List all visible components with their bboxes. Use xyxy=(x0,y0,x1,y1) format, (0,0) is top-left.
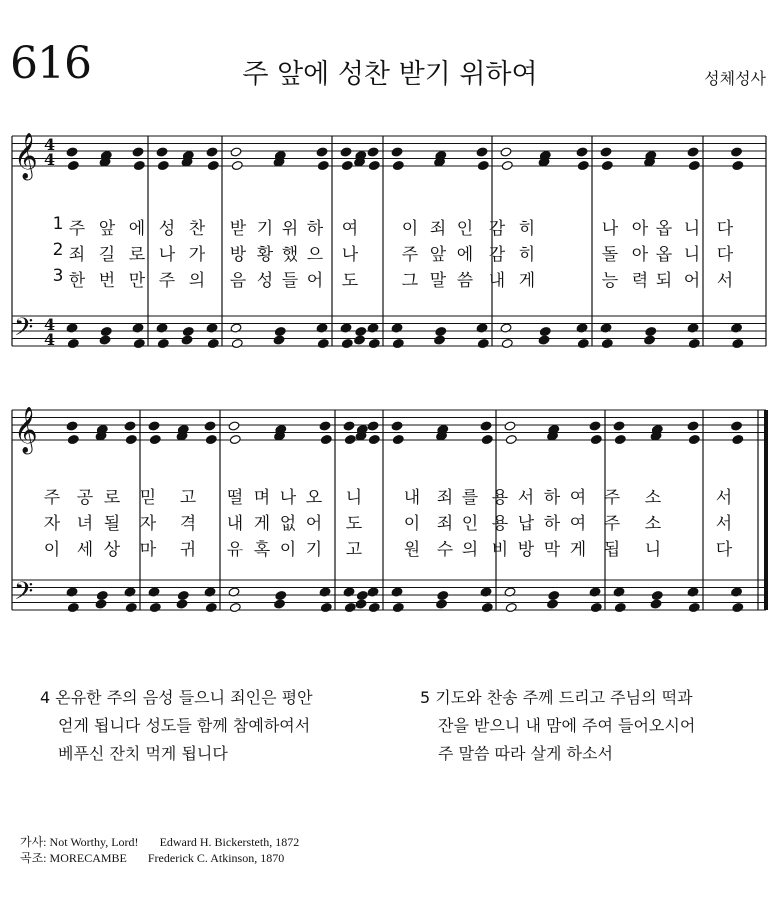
time-signature-top: 4 xyxy=(44,315,56,334)
lyric-syllable: 죄 xyxy=(429,219,447,239)
lyric-syllable: 다 xyxy=(715,540,733,560)
notehead xyxy=(505,434,517,444)
notehead xyxy=(320,602,332,612)
notehead xyxy=(149,434,161,444)
notehead xyxy=(230,147,242,157)
notehead xyxy=(392,338,404,348)
notehead xyxy=(231,160,243,170)
lyric-syllable: 앞 xyxy=(98,219,116,239)
lyric-syllable: 나 xyxy=(601,219,619,239)
verse-5-line-1: 5 기도와 찬송 주께 드리고 주님의 떡과 xyxy=(420,688,693,707)
notehead xyxy=(392,160,404,170)
notehead xyxy=(601,338,613,348)
lyric-syllable: 력 xyxy=(631,271,649,291)
bass-clef: 𝄢 xyxy=(14,577,34,612)
lyric-syllable: 의 xyxy=(188,271,206,291)
notehead xyxy=(317,160,329,170)
lyric-syllable: 서 xyxy=(715,488,733,508)
lyric-syllable: 도 xyxy=(341,271,359,291)
lyric-syllable: 게 xyxy=(253,514,271,534)
notehead xyxy=(590,602,602,612)
lyric-syllable: 에 xyxy=(456,245,474,265)
lyric-syllable: 될 xyxy=(103,514,121,534)
hymn-title: 주 앞에 성찬 받기 위하여 xyxy=(242,59,538,90)
time-signature-bottom: 4 xyxy=(44,330,56,349)
notehead xyxy=(320,434,332,444)
lyric-syllable: 상 xyxy=(103,540,121,560)
notehead xyxy=(274,326,286,336)
notehead xyxy=(613,587,625,597)
notehead xyxy=(501,338,513,348)
lyric-syllable: 그 xyxy=(401,271,419,291)
lyric-syllable: 능 xyxy=(601,271,619,291)
lyric-syllable: 주 xyxy=(43,488,61,508)
notehead xyxy=(204,587,216,597)
notehead xyxy=(731,323,743,333)
notehead xyxy=(436,599,448,609)
lyric-syllable: 내 xyxy=(403,488,421,508)
notehead xyxy=(367,421,379,431)
tune-name: MORECAMBE xyxy=(49,851,127,865)
lyric-syllable: 기 xyxy=(256,219,274,239)
lyric-syllable: 오 xyxy=(305,488,323,508)
notehead xyxy=(501,160,513,170)
verse-4 xyxy=(40,684,313,768)
lyric-syllable: 감 xyxy=(488,219,506,239)
notehead xyxy=(476,323,488,333)
notehead xyxy=(651,590,663,600)
lyric-syllable: 귀 xyxy=(179,540,197,560)
lyric-syllable: 다 xyxy=(716,245,734,265)
notehead xyxy=(732,434,744,444)
lyric-syllable: 용 xyxy=(491,488,509,508)
notehead xyxy=(687,421,699,431)
tune-label: 곡조: xyxy=(20,851,47,865)
notehead xyxy=(589,421,601,431)
lyric-syllable: 여 xyxy=(341,219,359,239)
notehead xyxy=(687,587,699,597)
lyric-syllable: 나 xyxy=(341,245,359,265)
lyric-syllable: 아 xyxy=(631,245,649,265)
notehead xyxy=(576,147,588,157)
notehead xyxy=(504,587,516,597)
lyric-syllable: 여 xyxy=(569,514,587,534)
category-label: 성체성사 xyxy=(704,69,766,88)
tune-credit xyxy=(20,850,299,866)
notehead xyxy=(148,587,160,597)
notehead xyxy=(125,434,137,444)
notehead xyxy=(367,587,379,597)
lyric-syllable: 기 xyxy=(305,540,323,560)
notehead xyxy=(275,590,287,600)
lyric-syllable: 나 xyxy=(158,245,176,265)
lyric-syllable: 인 xyxy=(456,219,474,239)
lyric-syllable: 세 xyxy=(76,540,94,560)
notehead xyxy=(66,147,78,157)
notehead xyxy=(176,599,188,609)
lyric-syllable: 를 xyxy=(461,488,479,508)
notehead xyxy=(688,602,700,612)
notehead xyxy=(316,323,328,333)
notehead xyxy=(274,599,286,609)
lyric-syllable: 자 xyxy=(139,514,157,534)
notehead xyxy=(614,434,626,444)
notehead xyxy=(319,587,331,597)
notehead xyxy=(133,160,145,170)
notehead xyxy=(343,587,355,597)
lyric-syllable: 유 xyxy=(226,540,244,560)
notehead xyxy=(589,587,601,597)
lyric-syllable: 돌 xyxy=(601,245,619,265)
notehead xyxy=(732,160,744,170)
lyrics-title: Not Worthy, Lord! xyxy=(49,835,139,849)
notehead xyxy=(125,602,137,612)
lyric-syllable: 이 xyxy=(279,540,297,560)
notehead xyxy=(148,421,160,431)
notehead xyxy=(391,587,403,597)
notehead xyxy=(230,323,242,333)
notehead xyxy=(343,421,355,431)
lyric-syllable: 황 xyxy=(256,245,274,265)
notehead xyxy=(228,421,240,431)
notehead xyxy=(392,602,404,612)
notehead xyxy=(600,147,612,157)
notehead xyxy=(181,335,193,345)
notehead xyxy=(96,590,108,600)
lyric-syllable: 나 xyxy=(279,488,297,508)
notehead xyxy=(500,147,512,157)
notehead xyxy=(354,335,366,345)
lyric-syllable: 주 xyxy=(158,271,176,291)
lyric-syllable: 방 xyxy=(517,540,535,560)
lyric-syllable: 자 xyxy=(43,514,61,534)
lyric-syllable: 죄 xyxy=(68,245,86,265)
lyric-syllable: 내 xyxy=(488,271,506,291)
notehead xyxy=(391,323,403,333)
notehead xyxy=(548,590,560,600)
lyric-syllable: 만 xyxy=(128,271,146,291)
treble-clef: 𝄞 xyxy=(14,407,38,453)
credits xyxy=(20,834,299,866)
lyric-syllable: 성 xyxy=(158,219,176,239)
verse-5 xyxy=(420,684,695,768)
lyric-syllable: 니 xyxy=(683,219,701,239)
lyric-syllable: 서 xyxy=(715,514,733,534)
notehead xyxy=(367,323,379,333)
notehead xyxy=(67,338,79,348)
lyric-syllable: 씀 xyxy=(456,271,474,291)
lyric-syllable: 고 xyxy=(345,540,363,560)
notehead xyxy=(207,338,219,348)
notehead xyxy=(590,434,602,444)
lyric-syllable: 받 xyxy=(229,219,247,239)
notehead xyxy=(476,147,488,157)
lyrics-author: Edward H. Bickersteth, 1872 xyxy=(159,835,300,849)
lyric-syllable: 서 xyxy=(517,488,535,508)
notehead xyxy=(66,421,78,431)
verse-5-line-2: 잔을 받으니 내 맘에 주여 들어오시어 xyxy=(438,716,696,735)
notehead xyxy=(731,421,743,431)
notehead xyxy=(228,587,240,597)
notehead xyxy=(368,160,380,170)
notehead xyxy=(344,434,356,444)
lyric-syllable: 주 xyxy=(603,514,621,534)
lyric-syllable: 아 xyxy=(631,219,649,239)
notehead xyxy=(577,160,589,170)
notehead xyxy=(66,323,78,333)
lyric-syllable: 에 xyxy=(128,219,146,239)
notehead xyxy=(149,602,161,612)
notehead xyxy=(477,160,489,170)
lyric-syllable: 혹 xyxy=(253,540,271,560)
lyrics-credit xyxy=(20,834,299,850)
notehead xyxy=(481,602,493,612)
notehead xyxy=(156,323,168,333)
notehead xyxy=(539,326,551,336)
lyric-syllable: 게 xyxy=(518,271,536,291)
notehead xyxy=(124,587,136,597)
lyric-syllable: 되 xyxy=(655,271,673,291)
treble-clef: 𝄞 xyxy=(14,133,38,179)
lyric-syllable: 앞 xyxy=(429,245,447,265)
lyric-syllable: 의 xyxy=(461,540,479,560)
lyric-syllable: 번 xyxy=(98,271,116,291)
notehead xyxy=(204,421,216,431)
lyric-syllable: 찬 xyxy=(188,219,206,239)
lyric-syllable: 비 xyxy=(491,540,509,560)
lyric-syllable: 수 xyxy=(436,540,454,560)
lyric-syllable: 들 xyxy=(281,271,299,291)
lyric-syllable: 납 xyxy=(517,514,535,534)
notehead xyxy=(687,147,699,157)
lyric-syllable: 주 xyxy=(68,219,86,239)
lyric-syllable: 니 xyxy=(644,540,662,560)
lyric-syllable: 죄 xyxy=(436,514,454,534)
notehead xyxy=(645,326,657,336)
lyric-syllable: 어 xyxy=(305,514,323,534)
lyric-syllable: 가 xyxy=(188,245,206,265)
lyric-syllable: 떨 xyxy=(226,488,244,508)
notehead xyxy=(434,335,446,345)
lyric-syllable: 로 xyxy=(103,488,121,508)
lyric-syllable: 막 xyxy=(543,540,561,560)
verse-number: 2 xyxy=(52,240,64,260)
notehead xyxy=(391,147,403,157)
notehead xyxy=(205,602,217,612)
notehead xyxy=(124,421,136,431)
notehead xyxy=(355,326,367,336)
notehead xyxy=(273,335,285,345)
notehead xyxy=(367,147,379,157)
lyric-syllable: 됩 xyxy=(603,540,621,560)
lyric-syllable: 으 xyxy=(306,245,324,265)
notehead xyxy=(577,338,589,348)
notehead xyxy=(547,599,559,609)
notehead xyxy=(613,421,625,431)
verse-5-line-3: 주 말씀 따라 살게 하소서 xyxy=(438,744,613,763)
verse-4-line-1: 4 온유한 주의 음성 들으니 죄인은 평안 xyxy=(40,688,313,707)
lyric-syllable: 성 xyxy=(256,271,274,291)
time-signature-bottom: 4 xyxy=(44,150,56,169)
notehead xyxy=(100,326,112,336)
notehead xyxy=(576,323,588,333)
lyric-syllable: 음 xyxy=(229,271,247,291)
notehead xyxy=(391,421,403,431)
notehead xyxy=(341,160,353,170)
lyric-syllable: 위 xyxy=(281,219,299,239)
notehead xyxy=(355,599,367,609)
notehead xyxy=(480,421,492,431)
lyric-syllable: 서 xyxy=(716,271,734,291)
notehead xyxy=(481,434,493,444)
lyric-syllable: 게 xyxy=(569,540,587,560)
lyric-syllable: 주 xyxy=(603,488,621,508)
lyric-syllable: 히 xyxy=(518,245,536,265)
lyric-syllable: 내 xyxy=(226,514,244,534)
notehead xyxy=(477,338,489,348)
notehead xyxy=(480,587,492,597)
lyric-syllable: 소 xyxy=(644,488,662,508)
lyric-syllable: 한 xyxy=(68,271,86,291)
notehead xyxy=(344,602,356,612)
notehead xyxy=(66,587,78,597)
lyric-syllable: 옵 xyxy=(655,219,673,239)
lyric-syllable: 격 xyxy=(179,514,197,534)
notehead xyxy=(316,147,328,157)
lyric-syllable: 옵 xyxy=(655,245,673,265)
notehead xyxy=(538,335,550,345)
lyric-syllable: 고 xyxy=(179,488,197,508)
lyric-syllable: 소 xyxy=(644,514,662,534)
notehead xyxy=(95,599,107,609)
notehead xyxy=(368,434,380,444)
lyric-syllable: 죄 xyxy=(436,488,454,508)
lyric-syllable: 이 xyxy=(401,219,419,239)
notehead xyxy=(231,338,243,348)
notehead xyxy=(157,160,169,170)
notehead xyxy=(437,590,449,600)
notehead xyxy=(132,147,144,157)
lyric-syllable: 말 xyxy=(429,271,447,291)
notehead xyxy=(731,587,743,597)
time-signature-top: 4 xyxy=(44,135,56,154)
notehead xyxy=(229,602,241,612)
lyric-syllable: 공 xyxy=(76,488,94,508)
notehead xyxy=(206,323,218,333)
notehead xyxy=(132,323,144,333)
lyric-syllable: 히 xyxy=(518,219,536,239)
notehead xyxy=(732,602,744,612)
lyric-syllable: 하 xyxy=(306,219,324,239)
tune-author: Frederick C. Atkinson, 1870 xyxy=(147,851,285,865)
lyric-syllable: 했 xyxy=(281,245,299,265)
verse-4-line-2: 얻게 됩니다 성도들 함께 참예하여서 xyxy=(58,716,311,735)
notehead xyxy=(340,147,352,157)
notehead xyxy=(601,160,613,170)
verse-number: 1 xyxy=(52,214,64,234)
lyric-syllable: 도 xyxy=(345,514,363,534)
lyric-syllable: 용 xyxy=(491,514,509,534)
lyric-syllable: 로 xyxy=(128,245,146,265)
notehead xyxy=(133,338,145,348)
lyric-syllable: 하 xyxy=(543,488,561,508)
notehead xyxy=(340,323,352,333)
lyric-syllable: 마 xyxy=(139,540,157,560)
lyric-syllable: 길 xyxy=(98,245,116,265)
lyric-syllable: 니 xyxy=(683,245,701,265)
notehead xyxy=(67,602,79,612)
notehead xyxy=(205,434,217,444)
notehead xyxy=(319,421,331,431)
lyric-syllable: 믿 xyxy=(139,488,157,508)
hymn-number: 616 xyxy=(10,38,91,89)
notehead xyxy=(435,326,447,336)
notehead xyxy=(368,338,380,348)
notehead xyxy=(732,338,744,348)
notehead xyxy=(731,147,743,157)
lyric-syllable: 감 xyxy=(488,245,506,265)
verse-4-line-3: 베푸신 잔치 먹게 됩니다 xyxy=(58,744,228,763)
notehead xyxy=(505,602,517,612)
notehead xyxy=(206,147,218,157)
notehead xyxy=(182,326,194,336)
lyric-syllable: 다 xyxy=(716,219,734,239)
lyric-syllable: 어 xyxy=(683,271,701,291)
notehead xyxy=(687,323,699,333)
notehead xyxy=(504,421,516,431)
notehead xyxy=(650,599,662,609)
notehead xyxy=(614,602,626,612)
notehead xyxy=(99,335,111,345)
verse-number: 3 xyxy=(52,266,64,286)
notehead xyxy=(688,434,700,444)
notehead xyxy=(156,147,168,157)
notehead xyxy=(341,338,353,348)
lyric-syllable: 니 xyxy=(345,488,363,508)
lyric-syllable: 이 xyxy=(403,514,421,534)
notehead xyxy=(317,338,329,348)
lyric-syllable: 주 xyxy=(401,245,419,265)
notehead xyxy=(500,323,512,333)
lyric-syllable: 며 xyxy=(253,488,271,508)
notehead xyxy=(600,323,612,333)
lyric-syllable: 하 xyxy=(543,514,561,534)
notehead xyxy=(229,434,241,444)
lyric-syllable: 원 xyxy=(403,540,421,560)
notehead xyxy=(67,160,79,170)
notehead xyxy=(688,160,700,170)
notehead xyxy=(392,434,404,444)
lyric-syllable: 이 xyxy=(43,540,61,560)
lyric-syllable: 방 xyxy=(229,245,247,265)
lyric-syllable: 인 xyxy=(461,514,479,534)
lyric-syllable: 어 xyxy=(306,271,324,291)
notehead xyxy=(177,590,189,600)
bass-clef: 𝄢 xyxy=(14,313,34,348)
notehead xyxy=(207,160,219,170)
lyric-syllable: 녀 xyxy=(76,514,94,534)
notehead xyxy=(644,335,656,345)
notehead xyxy=(688,338,700,348)
lyric-syllable: 여 xyxy=(569,488,587,508)
notehead xyxy=(356,590,368,600)
lyrics-label: 가사: xyxy=(20,835,47,849)
notehead xyxy=(368,602,380,612)
lyric-syllable: 없 xyxy=(279,514,297,534)
notehead xyxy=(67,434,79,444)
notehead xyxy=(157,338,169,348)
